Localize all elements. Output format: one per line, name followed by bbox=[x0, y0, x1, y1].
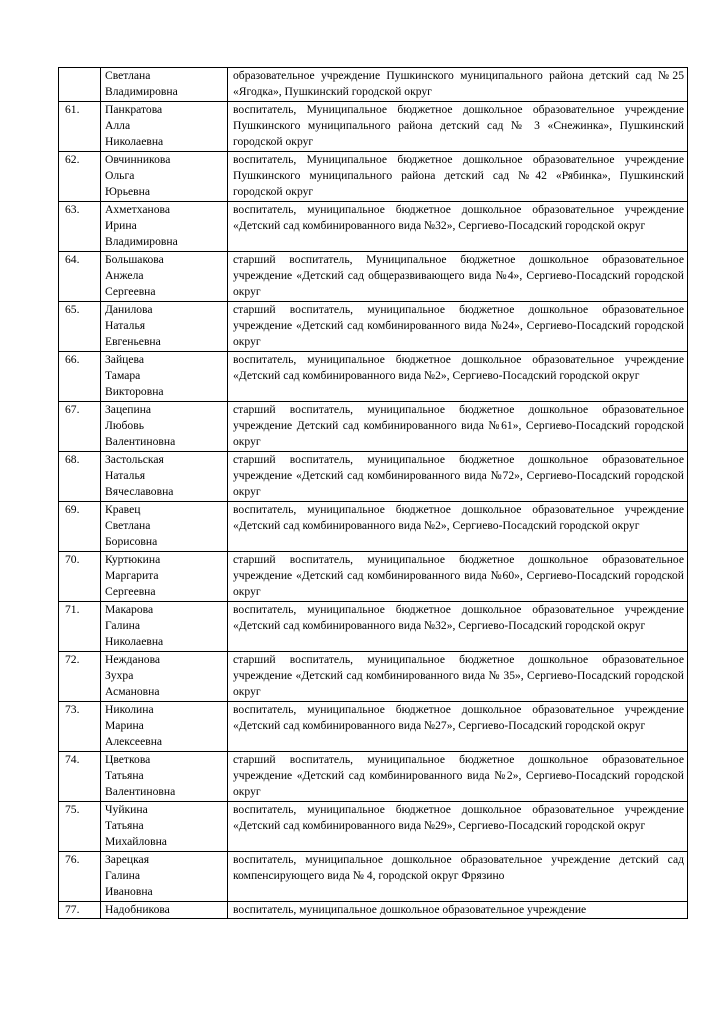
name-line: Владимировна bbox=[105, 85, 178, 99]
name-line: Татьяна bbox=[105, 768, 144, 782]
position-description: воспитатель, муниципальное дошкольное образовательное учреждение bbox=[228, 901, 688, 918]
position-description: образовательное учреждение Пушкинского муниципального района детский сад №25 «Ягодка», Пушкинский городской округ bbox=[228, 68, 688, 102]
name-line: Надобникова bbox=[105, 902, 170, 916]
name-line: Куртюкина bbox=[105, 552, 161, 566]
position-description: воспитатель, муниципальное бюджетное дошкольное образовательное учреждение «Детский сад комбинированного вида №2», Сергиево-Посадский городской округ bbox=[228, 351, 688, 401]
row-number: 69. bbox=[59, 501, 101, 551]
person-name bbox=[101, 651, 228, 701]
row-number: 76. bbox=[59, 851, 101, 901]
name-line: Большакова bbox=[105, 252, 164, 266]
row-number bbox=[59, 68, 101, 102]
row-number: 74. bbox=[59, 751, 101, 801]
person-name bbox=[101, 801, 228, 851]
person-name bbox=[101, 451, 228, 501]
position-description: старший воспитатель, муниципальное бюджетное дошкольное образовательное учреждение «Детский сад комбинированного вида №24», Сергиево-Посадский городской округ bbox=[228, 301, 688, 351]
name-line: Тамара bbox=[105, 368, 141, 382]
row-number: 67. bbox=[59, 401, 101, 451]
position-description: воспитатель, муниципальное бюджетное дошкольное образовательное учреждение «Детский сад комбинированного вида №27», Сергиево-Посадский городской округ bbox=[228, 701, 688, 751]
name-line: Любовь bbox=[105, 418, 144, 432]
person-name bbox=[101, 151, 228, 201]
name-line: Ирина bbox=[105, 218, 137, 232]
person-name bbox=[101, 251, 228, 301]
name-line: Ахметханова bbox=[105, 202, 170, 216]
person-name bbox=[101, 101, 228, 151]
name-line: Алла bbox=[105, 118, 131, 132]
name-line: Зайцева bbox=[105, 352, 144, 366]
position-description: воспитатель, муниципальное бюджетное дошкольное образовательное учреждение «Детский сад комбинированного вида №32», Сергиево-Посадский городской округ bbox=[228, 201, 688, 251]
name-line: Евгеньевна bbox=[105, 335, 161, 349]
name-line: Наталья bbox=[105, 468, 146, 482]
name-line: Борисовна bbox=[105, 535, 158, 549]
person-name bbox=[101, 201, 228, 251]
staff-table-body bbox=[59, 68, 688, 919]
table-row bbox=[59, 851, 688, 901]
name-line: Макарова bbox=[105, 602, 154, 616]
row-number: 64. bbox=[59, 251, 101, 301]
name-line: Сергеевна bbox=[105, 585, 156, 599]
name-line: Цветкова bbox=[105, 752, 151, 766]
position-description: старший воспитатель, муниципальное бюджетное дошкольное образовательное учреждение Детский сад комбинированного вида №61», Сергиево-Посадский городской округ bbox=[228, 401, 688, 451]
name-line: Викторовна bbox=[105, 385, 164, 399]
row-number: 71. bbox=[59, 601, 101, 651]
table-row bbox=[59, 601, 688, 651]
person-name bbox=[101, 551, 228, 601]
name-line: Анжела bbox=[105, 268, 144, 282]
row-number: 77. bbox=[59, 901, 101, 918]
name-line: Чуйкина bbox=[105, 802, 148, 816]
position-description: старший воспитатель, муниципальное бюджетное дошкольное образовательное учреждение «Детский сад комбинированного вида № 35», Сергиево-Посадский городской округ bbox=[228, 651, 688, 701]
staff-table bbox=[58, 67, 688, 919]
table-row bbox=[59, 251, 688, 301]
table-row bbox=[59, 301, 688, 351]
name-line: Маргарита bbox=[105, 568, 159, 582]
table-row bbox=[59, 351, 688, 401]
name-line: Сергеевна bbox=[105, 285, 156, 299]
position-description: старший воспитатель, муниципальное бюджетное дошкольное образовательное учреждение «Детский сад комбинированного вида №60», Сергиево-Посадский городской округ bbox=[228, 551, 688, 601]
position-description: воспитатель, муниципальное бюджетное дошкольное образовательное учреждение «Детский сад комбинированного вида №32», Сергиево-Посадский городской округ bbox=[228, 601, 688, 651]
name-line: Ивановна bbox=[105, 885, 153, 899]
row-number: 68. bbox=[59, 451, 101, 501]
name-line: Зарецкая bbox=[105, 852, 150, 866]
table-row bbox=[59, 68, 688, 102]
position-description: воспитатель, муниципальное бюджетное дошкольное образовательное учреждение «Детский сад комбинированного вида №29», Сергиево-Посадский городской округ bbox=[228, 801, 688, 851]
name-line: Николаевна bbox=[105, 635, 164, 649]
name-line: Светлана bbox=[105, 518, 151, 532]
name-line: Застольская bbox=[105, 452, 164, 466]
table-row bbox=[59, 201, 688, 251]
name-line: Владимировна bbox=[105, 235, 178, 249]
name-line: Зухра bbox=[105, 668, 134, 682]
name-line: Михайловна bbox=[105, 835, 167, 849]
table-row bbox=[59, 801, 688, 851]
name-line: Николина bbox=[105, 702, 154, 716]
name-line: Наталья bbox=[105, 318, 146, 332]
name-line: Панкратова bbox=[105, 102, 163, 116]
row-number: 70. bbox=[59, 551, 101, 601]
row-number: 72. bbox=[59, 651, 101, 701]
person-name bbox=[101, 301, 228, 351]
table-row bbox=[59, 701, 688, 751]
person-name bbox=[101, 601, 228, 651]
table-row bbox=[59, 101, 688, 151]
table-row bbox=[59, 901, 688, 918]
person-name bbox=[101, 701, 228, 751]
name-line: Юрьевна bbox=[105, 185, 150, 199]
name-line: Ольга bbox=[105, 168, 135, 182]
name-line: Галина bbox=[105, 868, 141, 882]
row-number: 73. bbox=[59, 701, 101, 751]
name-line: Татьяна bbox=[105, 818, 144, 832]
row-number: 62. bbox=[59, 151, 101, 201]
table-row bbox=[59, 401, 688, 451]
position-description: воспитатель, муниципальное бюджетное дошкольное образовательное учреждение «Детский сад комбинированного вида №2», Сергиево-Посадский городской округ bbox=[228, 501, 688, 551]
position-description: воспитатель, Муниципальное бюджетное дошкольное образовательное учреждение Пушкинского муниципального района детский сад №42 «Рябинка», Пушкинский городской округ bbox=[228, 151, 688, 201]
position-description: старший воспитатель, муниципальное бюджетное дошкольное образовательное учреждение «Детский сад комбинированного вида №2», Сергиево-Посадский городской округ bbox=[228, 751, 688, 801]
name-line: Вячеславовна bbox=[105, 485, 174, 499]
name-line: Валентиновна bbox=[105, 435, 176, 449]
name-line: Алексеевна bbox=[105, 735, 163, 749]
row-number: 66. bbox=[59, 351, 101, 401]
name-line: Кравец bbox=[105, 502, 141, 516]
table-row bbox=[59, 451, 688, 501]
row-number: 75. bbox=[59, 801, 101, 851]
name-line: Марина bbox=[105, 718, 144, 732]
table-row bbox=[59, 551, 688, 601]
person-name bbox=[101, 351, 228, 401]
row-number: 65. bbox=[59, 301, 101, 351]
person-name bbox=[101, 501, 228, 551]
table-row bbox=[59, 751, 688, 801]
position-description: воспитатель, муниципальное дошкольное образовательное учреждение детский сад компенсирующего вида № 4, городской округ Фрязино bbox=[228, 851, 688, 901]
position-description: старший воспитатель, муниципальное бюджетное дошкольное образовательное учреждение «Детский сад комбинированного вида №72», Сергиево-Посадский городской округ bbox=[228, 451, 688, 501]
name-line: Николаевна bbox=[105, 135, 164, 149]
name-line: Зацепина bbox=[105, 402, 152, 416]
person-name bbox=[101, 851, 228, 901]
table-row bbox=[59, 501, 688, 551]
person-name bbox=[101, 901, 228, 918]
name-line: Данилова bbox=[105, 302, 153, 316]
table-row bbox=[59, 151, 688, 201]
name-line: Валентиновна bbox=[105, 785, 176, 799]
name-line: Овчинникова bbox=[105, 152, 171, 166]
name-line: Галина bbox=[105, 618, 141, 632]
person-name bbox=[101, 401, 228, 451]
name-line: Нежданова bbox=[105, 652, 161, 666]
name-line: Светлана bbox=[105, 69, 151, 82]
table-row bbox=[59, 651, 688, 701]
row-number: 61. bbox=[59, 101, 101, 151]
row-number: 63. bbox=[59, 201, 101, 251]
position-description: воспитатель, Муниципальное бюджетное дошкольное образовательное учреждение Пушкинского муниципального района детский сад № 3 «Снежинка», Пушкинский городской округ bbox=[228, 101, 688, 151]
position-description: старший воспитатель, Муниципальное бюджетное дошкольное образовательное учреждение «Детский сад общеразвивающего вида №4», Сергиево-Посадский городской округ bbox=[228, 251, 688, 301]
person-name bbox=[101, 751, 228, 801]
person-name bbox=[101, 68, 228, 102]
name-line: Асмановна bbox=[105, 685, 160, 699]
